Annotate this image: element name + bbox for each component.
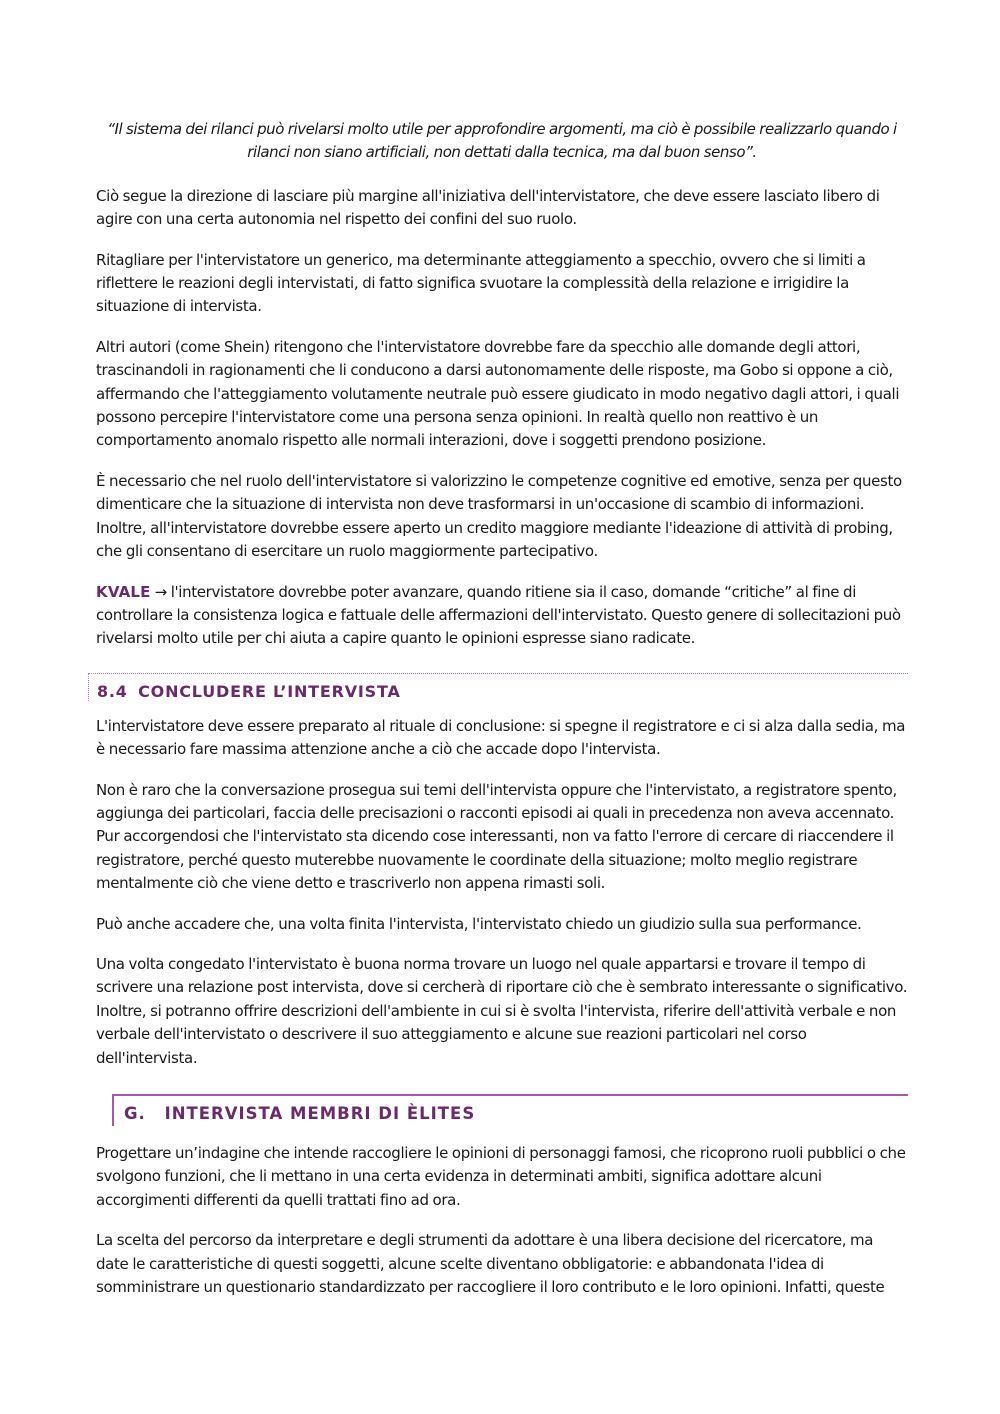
arrow-icon: → [154, 582, 167, 601]
body-paragraph: È necessario che nel ruolo dell'intervistatore si valorizzino le competenze cognitive ed emotive, senza per questo dimenticare che la situazione di intervista non deve trasformarsi in un'occasione di scambio di informazioni. Inoltre, all'intervistatore dovrebbe essere aperto un credito maggiore mediante l'ideazione di attività di probing, che gli consentano di esercitare un ruolo maggiormente partecipativo. [96, 471, 902, 561]
body-paragraph: Altri autori (come Shein) ritengono che l'intervistatore dovrebbe fare da specchio alle domande degli attori, trascinandoli in ragionamenti che li conducono a darsi autonomamente delle risposte, ma Gobo si oppone a ciò, affermando che l'atteggiamento volutamente neutrale può essere giudicato in modo negativo dagli attori, i quali possono percepire l'intervistatore come una persona senza opinioni. In realtà quello non reattivo è un comportamento anomalo rispetto alle normali interazioni, dove i soggetti prendono posizione. [96, 337, 900, 450]
body-paragraph: Non è raro che la conversazione prosegua sui temi dell'intervista oppure che l'intervistato, a registratore spento, aggiunga dei particolari, faccia delle precisazioni o racconti episodi ai quali in precedenza non aveva accennato. Pur accorgendosi che l'intervistato sta dicendo cose interessanti, non va fatto l'errore di cercare di riaccendere il registratore, perché questo muterebbe nuovamente le coordinate della situazione; molto meglio registrare mentalmente ciò che viene detto e trascriverlo non appena rimasti soli. [96, 780, 897, 893]
section-heading-8-4 [88, 673, 908, 701]
section-number: G. [124, 1104, 146, 1123]
section-title: INTERVISTA MEMBRI DI ÈLITES [164, 1104, 476, 1123]
body-paragraph: Progettare un’indagine che intende raccogliere le opinioni di personaggi famosi, che ricoprono ruoli pubblici o che svolgono funzioni, che li mettano in una certa evidenza in determinati ambiti, significa adottare alcuni accorgimenti differenti da quelli trattati fino ad ora. [96, 1144, 906, 1209]
body-paragraph: Ritagliare per l'intervistatore un generico, ma determinante atteggiamento a specchio, ovvero che si limiti a riflettere le reazioni degli intervistati, di fatto significa svuotare la complessità della relazione e irrigidire la situazione di intervista. [96, 250, 866, 316]
body-paragraph: Ciò segue la direzione di lasciare più margine all'iniziativa dell'intervistatore, che deve essere lasciato libero di agire con una certa autonomia nel rispetto dei confini del suo ruolo. [96, 186, 880, 229]
kvale-label: KVALE [96, 582, 151, 601]
section-number: 8.4 [97, 681, 128, 701]
kvale-paragraph [96, 581, 908, 651]
quote-paragraph: “Il sistema dei rilanci può rivelarsi molto utile per approfondire argomenti, ma ciò è possibile realizzarlo quando i rilanci non siano artificiali, non dettati dalla tecnica, ma dal buon senso”. [107, 120, 897, 162]
body-paragraph: L'intervistatore deve essere preparato al rituale di conclusione: si spegne il registratore e ci si alza dalla sedia, ma è necessario fare massima attenzione anche a ciò che accade dopo l'intervista. [96, 716, 906, 759]
section-heading-g [112, 1094, 908, 1126]
body-paragraph: La scelta del percorso da interpretare e degli strumenti da adottare è una libera decisione del ricercatore, ma date le caratteristiche di questi soggetti, alcune scelte diventano obbligatorie: e abbandonata l'idea di somministrare un questionario standardizzato per raccogliere il loro contributo e le loro opinioni. Infatti, queste [96, 1231, 885, 1297]
kvale-text: l'intervistatore dovrebbe poter avanzare, quando ritiene sia il caso, domande “critiche” al fine di controllare la consistenza logica e fattuale delle affermazioni dell'intervistato. Questo genere di sollecitazioni può rivelarsi molto utile per chi aiuta a capire quanto le opinioni espresse siano radicate. [96, 582, 901, 648]
body-paragraph: Una volta congedato l'intervistato è buona norma trovare un luogo nel quale appartarsi e trovare il tempo di scrivere una relazione post intervista, dove si cercherà di riportare ciò che è sembrato interessante o significativo. Inoltre, si potranno offrire descrizioni dell'ambiente in cui si è svolta l'intervista, riferire dell'attività verbale e non verbale dell'intervistato o descrivere il suo atteggiamento e alcune sue reazioni particolari nel corso dell'intervista. [96, 954, 908, 1067]
page-content [96, 118, 908, 1316]
section-title: CONCLUDERE L’INTERVISTA [138, 681, 401, 701]
body-paragraph: Può anche accadere che, una volta finita l'intervista, l'intervistato chiedo un giudizio sulla sua performance. [96, 914, 862, 933]
